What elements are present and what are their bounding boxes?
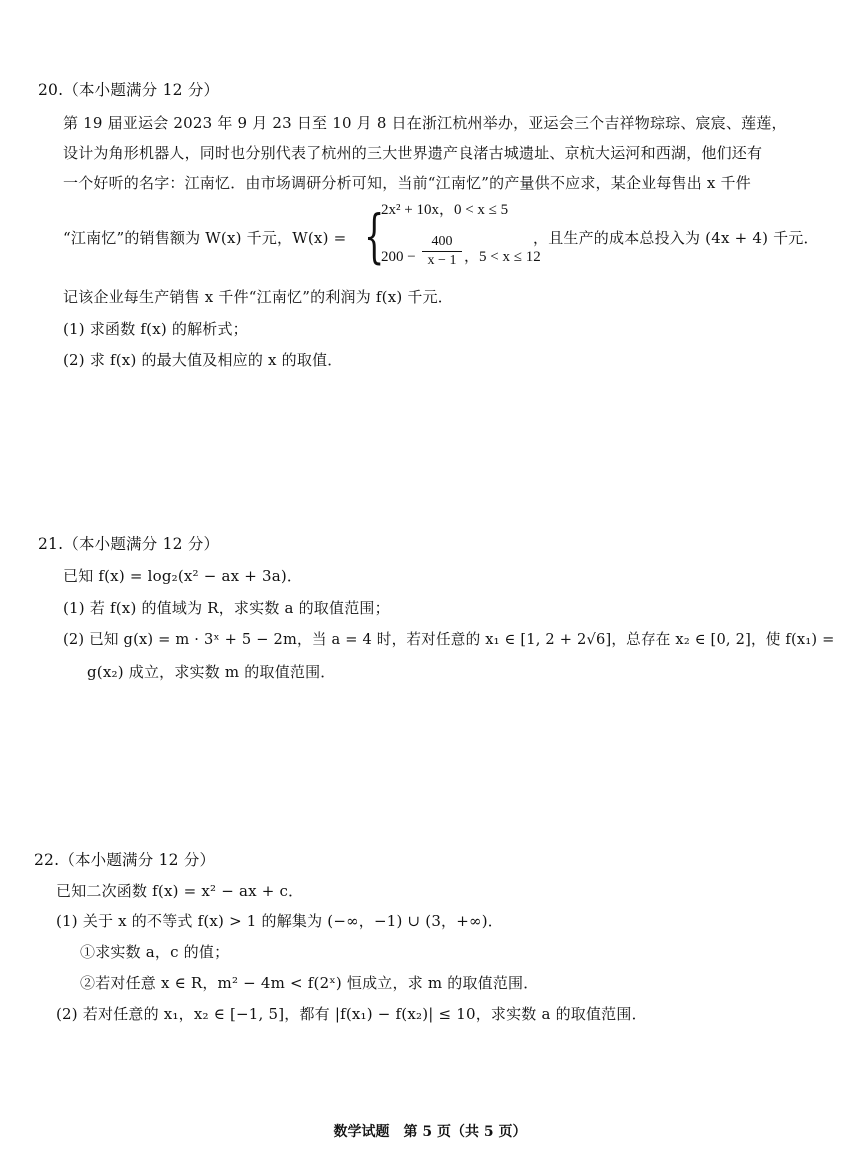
q21-part-2-line-1: (2) 已知 g(x) = m · 3ˣ + 5 − 2m，当 a = 4 时，若对任意的 x₁ ∈ [1, 2 + 2√6]，总存在 x₂ ∈ [0, 2]，使 f(x₁) = bbox=[63, 631, 835, 648]
q22-given: 已知二次函数 f(x) = x² − ax + c． bbox=[56, 882, 304, 900]
q20-text-line-1: 第 19 届亚运会 2023 年 9 月 23 日至 10 月 8 日在浙江杭州举办，亚运会三个吉祥物琮琮、宸宸、莲莲， bbox=[63, 114, 787, 132]
q20-text-line-3: 一个好听的名字：江南忆．由市场调研分析可知，当前“江南忆”的产量供不应求，某企业每售出 x 千件 bbox=[63, 174, 751, 192]
q20-text-line-5: 记该企业每生产销售 x 千件“江南忆”的利润为 f(x) 千元． bbox=[63, 288, 453, 306]
fraction-numerator: 400 bbox=[431, 234, 453, 249]
q22-part-1: (1) 关于 x 的不等式 f(x) > 1 的解集为 (−∞，−1) ∪ (3，+∞)． bbox=[56, 912, 503, 930]
piecewise-case-2-lead: 200 − bbox=[381, 249, 416, 265]
q21-part-1: (1) 若 f(x) 的值域为 R，求实数 a 的取值范围； bbox=[63, 599, 390, 617]
q20-heading: 20.（本小题满分 12 分） bbox=[38, 81, 220, 99]
q20-w-prefix: “江南忆”的销售额为 W(x) 千元，W(x) = bbox=[63, 229, 347, 247]
fraction-denominator: x − 1 bbox=[427, 253, 457, 268]
q20-w-suffix: ，且生产的成本总投入为 (4x + 4) 千元． bbox=[533, 229, 819, 247]
piecewise-brace: { bbox=[364, 202, 385, 270]
q21-heading: 21.（本小题满分 12 分） bbox=[38, 535, 220, 553]
piecewise-fraction bbox=[422, 234, 462, 269]
q20-text-line-2: 设计为角形机器人，同时也分别代表了杭州的三大世界遗产良渚古城遗址、京杭大运河和西湖，他们还有 bbox=[63, 144, 763, 162]
q22-sub-2: ②若对任意 x ∈ R，m² − 4m < f(2ˣ) 恒成立，求 m 的取值范围． bbox=[80, 974, 539, 992]
q22-part-2: (2) 若对任意的 x₁，x₂ ∈ [−1, 5]，都有 |f(x₁) − f(x₂)| ≤ 10，求实数 a 的取值范围． bbox=[56, 1005, 647, 1023]
q21-given: 已知 f(x) = log₂(x² − ax + 3a)． bbox=[63, 567, 303, 585]
q22-heading: 22.（本小题满分 12 分） bbox=[34, 851, 216, 869]
piecewise-case-1: 2x² + 10x，0 < x ≤ 5 bbox=[381, 202, 509, 218]
q22-sub-1: ①求实数 a，c 的值； bbox=[80, 943, 230, 961]
q21-part-2-line-2: g(x₂) 成立，求实数 m 的取值范围． bbox=[87, 663, 336, 681]
page-footer: 数学试题 第 5 页（共 5 页） bbox=[333, 1124, 527, 1140]
fraction-bar bbox=[422, 251, 462, 252]
q20-part-1: (1) 求函数 f(x) 的解析式； bbox=[63, 320, 248, 338]
q20-part-2: (2) 求 f(x) 的最大值及相应的 x 的取值． bbox=[63, 351, 343, 369]
piecewise-case-2-range: ，5 < x ≤ 12 bbox=[464, 249, 541, 265]
